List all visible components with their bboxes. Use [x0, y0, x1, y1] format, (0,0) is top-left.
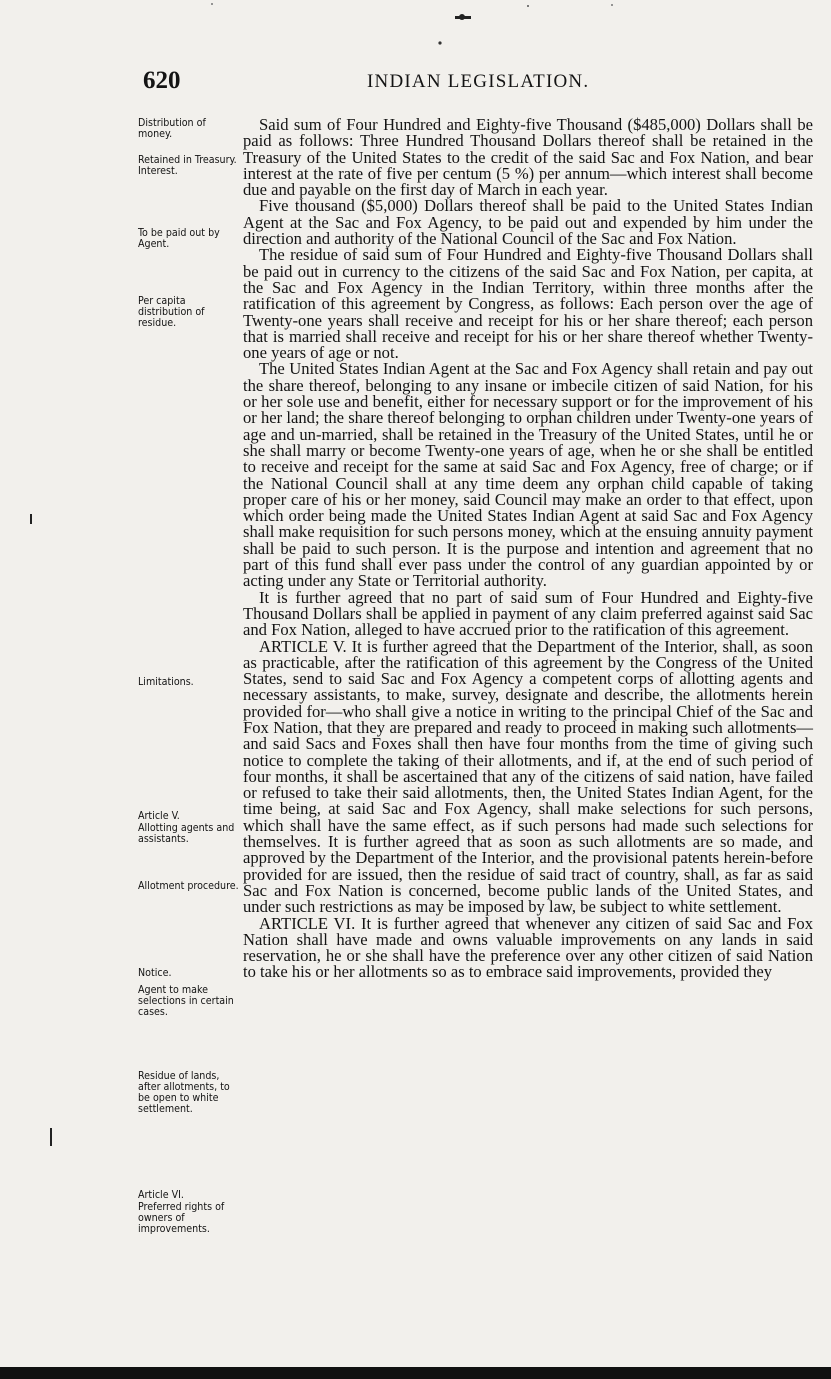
page-edge — [0, 1367, 831, 1379]
margin-note: Article V. — [138, 810, 180, 822]
paragraph: Five thousand ($5,000) Dollars thereof shall be paid to the United States Indian Agent at the Sac and Fox Agency, to be paid out and expended by him under the direction and authority of the National Council of the Sac and Fox Nation. — [243, 196, 813, 249]
margin-note: Notice. — [138, 967, 172, 979]
margin-note: Per capita distribution of residue. — [138, 295, 205, 329]
margin-note: Retained in Treasury. Interest. — [138, 154, 237, 177]
margin-note: Allotting agents and assistants. — [138, 822, 235, 845]
paragraph: Said sum of Four Hundred and Eighty-five Thousand ($485,000) Dollars shall be paid as follows: Three Hundred Thousand Dollars thereof shall be retained in the Treasury of the United States to the credit of the said Sac and Fox Nation, and bear interest at the rate of five per centum (5 %) per annum—which interest shall become due and payable on the first day of March in each year. — [243, 115, 813, 200]
running-title: INDIAN LEGISLATION. — [367, 71, 590, 92]
margin-note: Residue of lands, after allotments, to be open to white settlement. — [138, 1070, 230, 1115]
page-number: 620 — [143, 67, 181, 94]
paragraph: The residue of said sum of Four Hundred and Eighty-five Thousand Dollars shall be paid out in currency to the citizens of the said Sac and Fox Nation, per capita, at the Sac and Fox Agency in the Indian Territory, within three months after the ratification of this agreement by Congress, as follows: Each person over the age of Twenty-one years shall receive and receipt for his or her share thereof; each person that is married shall receive and receipt for his or her share thereof whether Twenty-one years of age or not. — [243, 245, 813, 363]
body-text — [243, 117, 813, 981]
margin-note: Article VI. — [138, 1189, 184, 1201]
margin-mark — [50, 1128, 52, 1146]
margin-note: Agent to make selections in certain cases. — [138, 984, 234, 1018]
margin-note: To be paid out by Agent. — [138, 227, 220, 250]
paragraph: It is further agreed that no part of said sum of Four Hundred and Eighty-five Thousand Dollars shall be applied in payment of any claim preferred against said Sac and Fox Nation, alleged to have accrued prior to the ratification of this agreement. — [243, 587, 813, 640]
page-header — [0, 66, 831, 96]
margin-note: Distribution of money. — [138, 117, 206, 140]
margin-note: Preferred rights of owners of improvements. — [138, 1201, 225, 1235]
margin-note: Limitations. — [138, 676, 194, 688]
paragraph: ARTICLE VI. It is further agreed that whenever any citizen of said Sac and Fox Nation shall have made and owns valuable improvements on any lands in said reservation, he or she shall have the preference over any other citizen of said Nation to take his or her allotments so as to embrace said improvements, provided they — [243, 913, 813, 982]
margin-note: Allotment procedure. — [138, 880, 239, 892]
scan-specks — [0, 0, 831, 60]
paragraph: ARTICLE V. It is further agreed that the Department of the Interior, shall, as soon as practicable, after the ratification of this agreement by the Congress of the United States, send to said Sac and Fox Agency a competent corps of allotting agents and necessary assistants, to make, survey, designate and describe, the allotments herein provided for—who shall give a notice in writing to the principal Chief of the Sac and Fox Nation, that they are prepared and ready to proceed in making such allotments—and said Sacs and Foxes shall then have four months from the time of giving such notice to complete the taking of their allotments, and if, at the end of such period of four months, it shall be ascertained that any of the citizens of said nation, have failed or refused to take their said allotments, then, the United States Indian Agent, for the time being, at said Sac and Fox Agency, shall make selections for such persons, which shall have the same effect, as if such persons had made such selections for themselves. It is further agreed that as soon as such allotments are so made, and approved by the Department of the Interior, and the provisional patents herein-before provided for are issued, then the residue of said tract of country, shall, as far as said Sac and Fox Nation is concerned, become public lands of the United States, and under such restrictions as may be imposed by law, be subject to white settlement. — [243, 636, 813, 917]
paragraph: The United States Indian Agent at the Sac and Fox Agency shall retain and pay out the share thereof, belonging to any insane or imbecile citizen of said Nation, for his or her sole use and benefit, either for necessary support or for the improvement of his or her land; the share thereof belonging to orphan children under Twenty-one years of age and un-married, shall be retained in the Treasury of the United States, until he or she shall marry or become Twenty-one years of age, when he or she shall be entitled to receive and receipt for the same at said Sac and Fox Agency, free of charge; or if the National Council shall at any time deem any orphan child capable of taking proper care of his or her money, said Council may make an order to that effect, upon which order being made the United States Indian Agent at said Sac and Fox Agency shall make requisition for such persons money, which at the ensuing annuity payment shall be paid to such person. It is the purpose and intention and agreement that no part of this fund shall ever pass under the control of any guardian appointed by or acting under any State or Territorial authority. — [243, 359, 813, 591]
margin-mark — [30, 514, 32, 524]
